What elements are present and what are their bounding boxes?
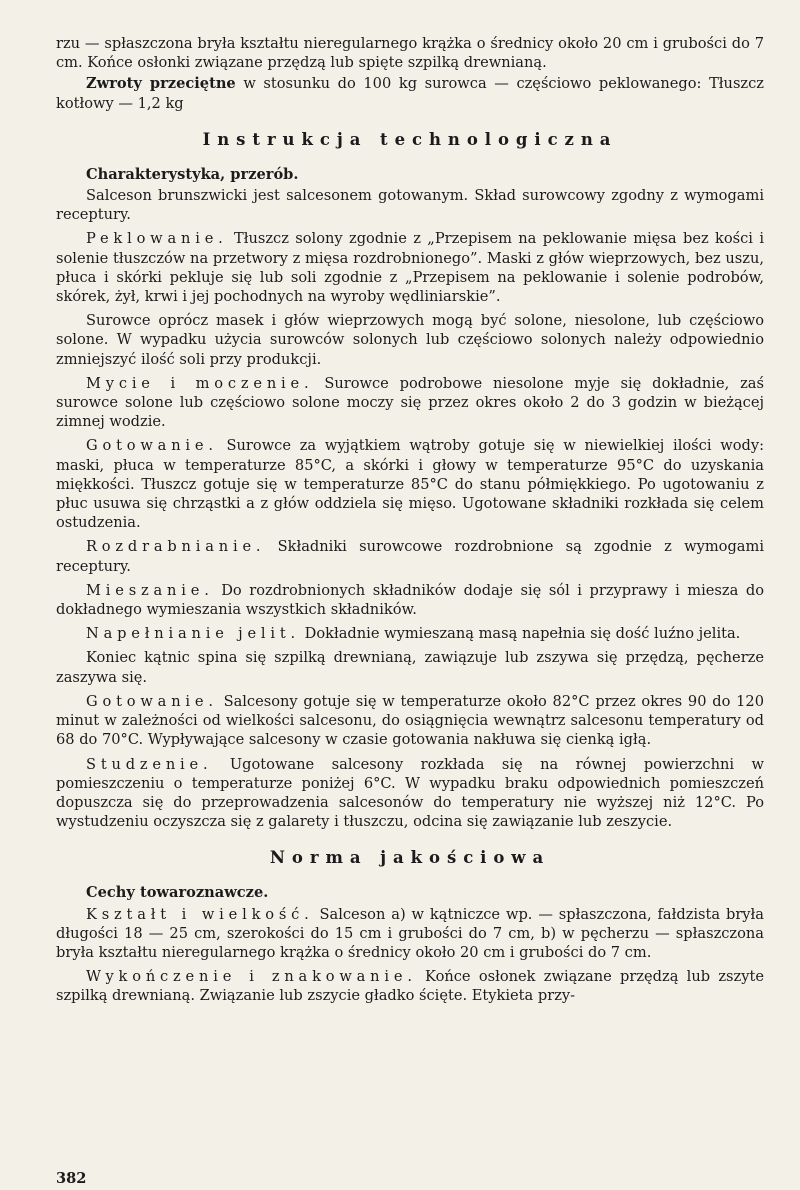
para-mieszanie: Mieszanie. Do rozdrobnionych składników dodaje się sól i przyprawy i miesza do dokładnego wymieszania wszystkich składników.: [56, 581, 764, 619]
para-gotowanie-1: Gotowanie. Surowce za wyjątkiem wątroby gotuje się w niewielkiej ilości wody: maski, płuca w temperaturze 85°C, a skórki i głowy w temperaturze 95°C do uzyskania miękkości. Tłuszcz gotuje się w temperaturze 85°C do stanu półmiękkiego. Po ugotowaniu z płuc usuwa się chrząstki a z głów oddziela się mięso. Ugotowane składniki rozkłada się celem ostudzenia.: [56, 437, 764, 532]
yield-paragraph: [56, 74, 764, 112]
para-rozdrabnianie: Rozdrabnianie. Składniki surowcowe rozdrobnione są zgodnie z wymogami receptury.: [56, 538, 764, 575]
subtitle-charakterystyka: Charakterystyka, przerób.: [86, 165, 299, 183]
term: Wykończenie i znakowanie.: [86, 968, 417, 986]
term: Studzenie.: [86, 755, 213, 773]
para-napelnianie: Napełnianie jelit. Dokładnie wymieszaną masą napełnia się dość luźno jelita.: [86, 625, 741, 643]
section-title-instrukcja: Instrukcja technologiczna: [202, 129, 618, 149]
yield-text: w stosunku do 100 kg surowca — częściowo peklowanego: Tłuszcz kotłowy — 1,2 kg: [56, 75, 764, 112]
intro-paragraph: Salceson brunszwicki jest salcesonem gotowanym. Skład surowcowy zgodny z wymogami receptury.: [56, 187, 764, 224]
yield-label: Zwroty przeciętne: [86, 75, 236, 93]
term: Mieszanie.: [86, 581, 214, 599]
para-mycie: Mycie i moczenie. Surowce podrobowe niesolone myje się dokładnie, zaś surowce solone lub częściowo solone moczy się przez okres około 2 do 3 godzin w bieżącej zimnej wodzie.: [56, 374, 764, 431]
para-surowce: Surowce oprócz masek i głów wieprzowych mogą być solone, niesolone, lub częściowo solone. W wypadku użycia surowców solonych lub częściowo solonych należy odpowiednio zmniejszyć ilość soli przy produkcji.: [56, 312, 764, 368]
term: Mycie i moczenie.: [86, 374, 314, 392]
term: Peklowanie.: [86, 230, 228, 248]
para-ksztalt: Kształt i wielkość. Salceson a) w kątniczce wp. — spłaszczona, fałdzista bryła długości 18 — 25 cm, szerokości do 15 cm i grubości do 7 cm, b) w pęcherzu — spłaszczona bryła kształtu nieregularnego krążka o średnicy około 20 cm i grubości do 7 cm.: [56, 905, 764, 961]
page-number: 382: [56, 1170, 87, 1187]
para-peklowanie: Peklowanie. Tłuszcz solony zgodnie z „Przepisem na peklowanie mięsa bez kości i solenie tłuszczów na przetwory z mięsa rozdrobnionego”. Maski z głów wieprzowych, bez uszu, płuca i skórki pekluje się lub soli zgodnie z „Przepisem na peklowanie i solenie podrobów, skórek, żył, krwi i jej pochodnych na wyroby wędliniarskie”.: [56, 230, 764, 306]
section-title-norma: Norma jakościowa: [269, 848, 551, 868]
term: Napełnianie jelit.: [86, 625, 301, 643]
term: Kształt i wielkość.: [86, 905, 314, 923]
top-continuation: rzu — spłaszczona bryła kształtu nieregularnego krążka o średnicy około 20 cm i grubości do 7 cm. Końce osłonki związane przędzą lub spięte szpilką drewnianą.: [56, 35, 764, 72]
para-koniec-katnic: Koniec kątnic spina się szpilką drewnianą, zawiązuje lub zszywa się przędzą, pęcherze zaszywa się.: [56, 649, 764, 686]
term: Gotowanie.: [86, 437, 218, 455]
term: Rozdrabnianie.: [86, 538, 266, 556]
para-gotowanie-2: Gotowanie. Salcesony gotuje się w temperaturze około 82°C przez okres 90 do 120 minut w zależności od wielkości salcesonu, do osiągnięcia wewnątrz salcesonu temperatury od 68 do 70°C. Wypływające salcesony w czasie gotowania nakłuwa się cienką igłą.: [56, 692, 764, 749]
para-wykonczenie: Wykończenie i znakowanie. Końce osłonek związane przędzą lub zszyte szpilką drewnianą. Związanie lub zszycie gładko ścięte. Etykieta przy-: [56, 968, 764, 1005]
subtitle-cechy: Cechy towaroznawcze.: [86, 884, 269, 902]
para-studzenie: Studzenie. Ugotowane salcesony rozkłada się na równej powierzchni w pomieszczeniu o temperaturze poniżej 6°C. W wypadku braku odpowiednich pomieszczeń dopuszcza się do przeprowadzenia salcesonów do temperatury nie wyższej niż 12°C. Po wystudzeniu oczyszcza się z galarety i tłuszczu, odcina się zawiązanie lub zeszycie.: [56, 755, 764, 831]
term: Gotowanie.: [86, 692, 218, 710]
